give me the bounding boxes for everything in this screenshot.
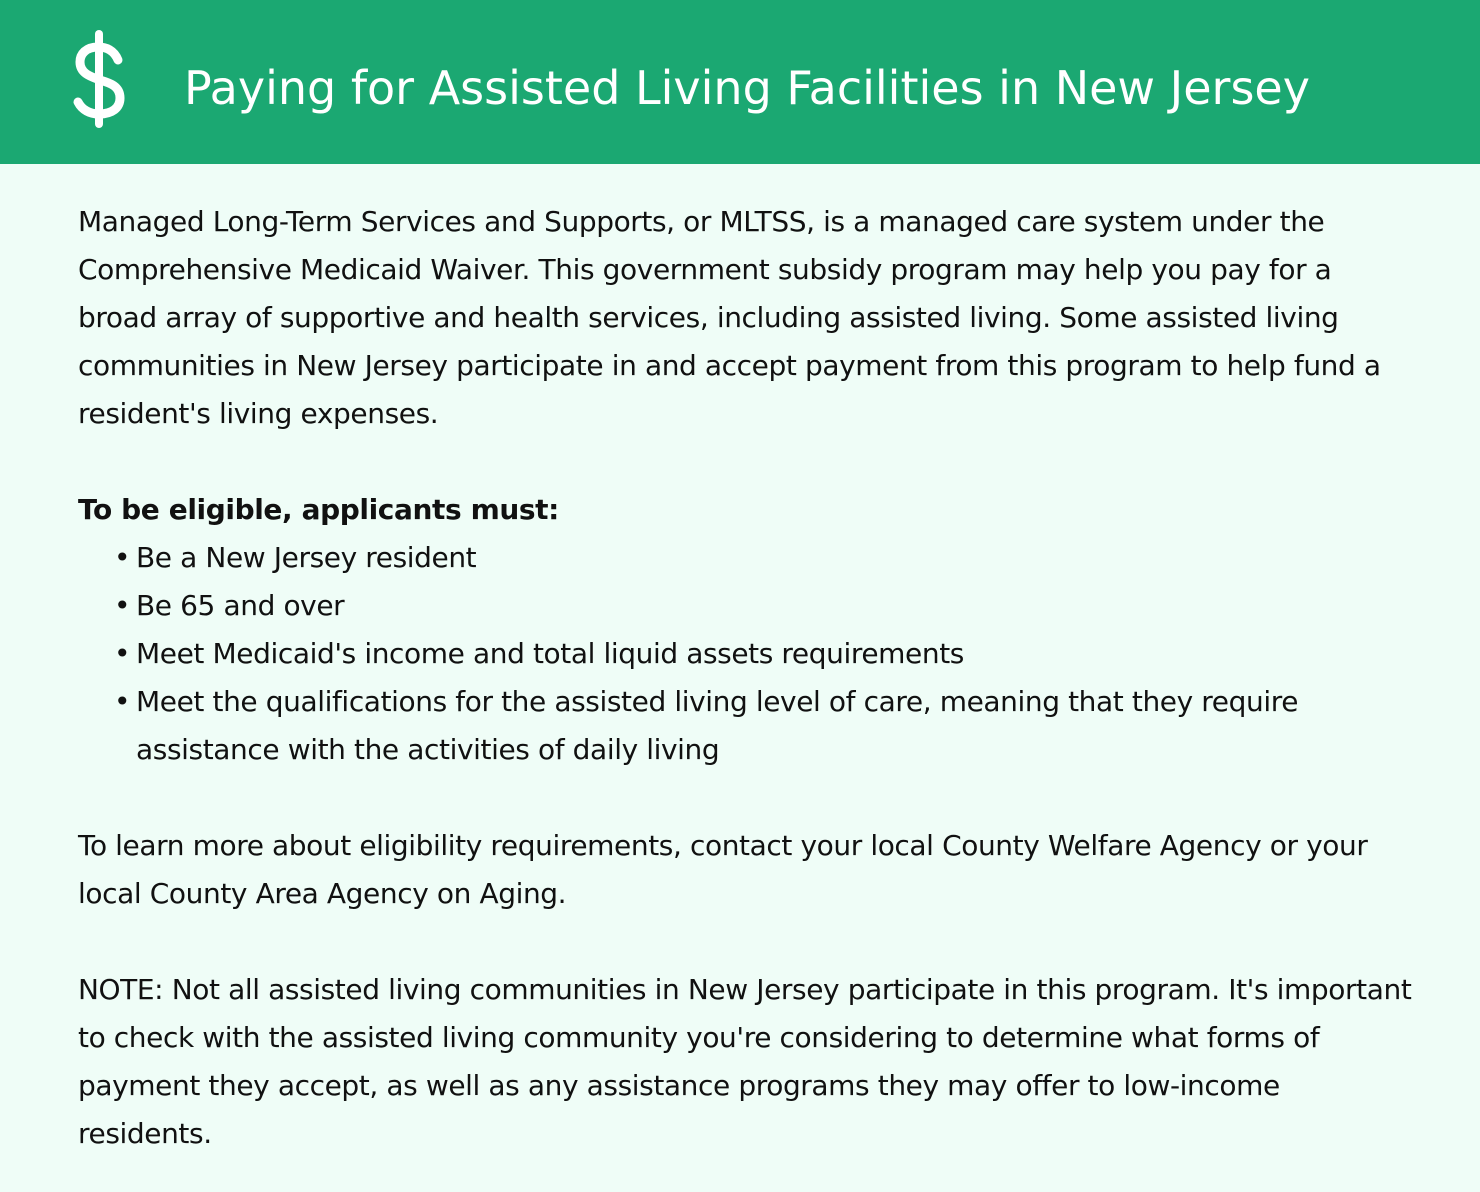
list-item	[78, 582, 1418, 630]
list-item-text: Be a New Jersey resident	[136, 541, 477, 574]
page-title: Paying for Assisted Living Facilities in New Jersey	[184, 61, 1310, 115]
list-item-text: Meet the qualifications for the assisted living level of care, meaning that they require assistance with the activities of daily living	[136, 685, 1299, 766]
learn-more-paragraph: To learn more about eligibility requirements, contact your local County Welfare Agency or your local County Area Agency on Aging.	[78, 829, 1368, 910]
dollar-sign-icon	[70, 28, 128, 130]
list-item	[78, 678, 1418, 774]
eligibility-list	[78, 534, 1418, 774]
bullet-icon: •	[114, 685, 131, 718]
header-banner	[0, 0, 1480, 164]
list-item	[78, 630, 1418, 678]
list-item	[78, 534, 1418, 582]
content-body	[78, 198, 1418, 1158]
note-paragraph: NOTE: Not all assisted living communities in New Jersey participate in this program. It's important to check with the assisted living community you're considering to determine what forms of payment they accept, as well as any assistance programs they may offer to low-income residents.	[78, 973, 1412, 1150]
intro-paragraph: Managed Long-Term Services and Supports, or MLTSS, is a managed care system under the Comprehensive Medicaid Waiver. This government subsidy program may help you pay for a broad array of supportive and health services, including assisted living. Some assisted living communities in New Jersey participate in and accept payment from this program to help fund a resident's living expenses.	[78, 205, 1381, 430]
bullet-icon: •	[114, 589, 131, 622]
bullet-icon: •	[114, 637, 131, 670]
eligibility-heading: To be eligible, applicants must:	[78, 493, 559, 526]
bullet-icon: •	[114, 541, 131, 574]
list-item-text: Be 65 and over	[136, 589, 345, 622]
list-item-text: Meet Medicaid's income and total liquid assets requirements	[136, 637, 964, 670]
